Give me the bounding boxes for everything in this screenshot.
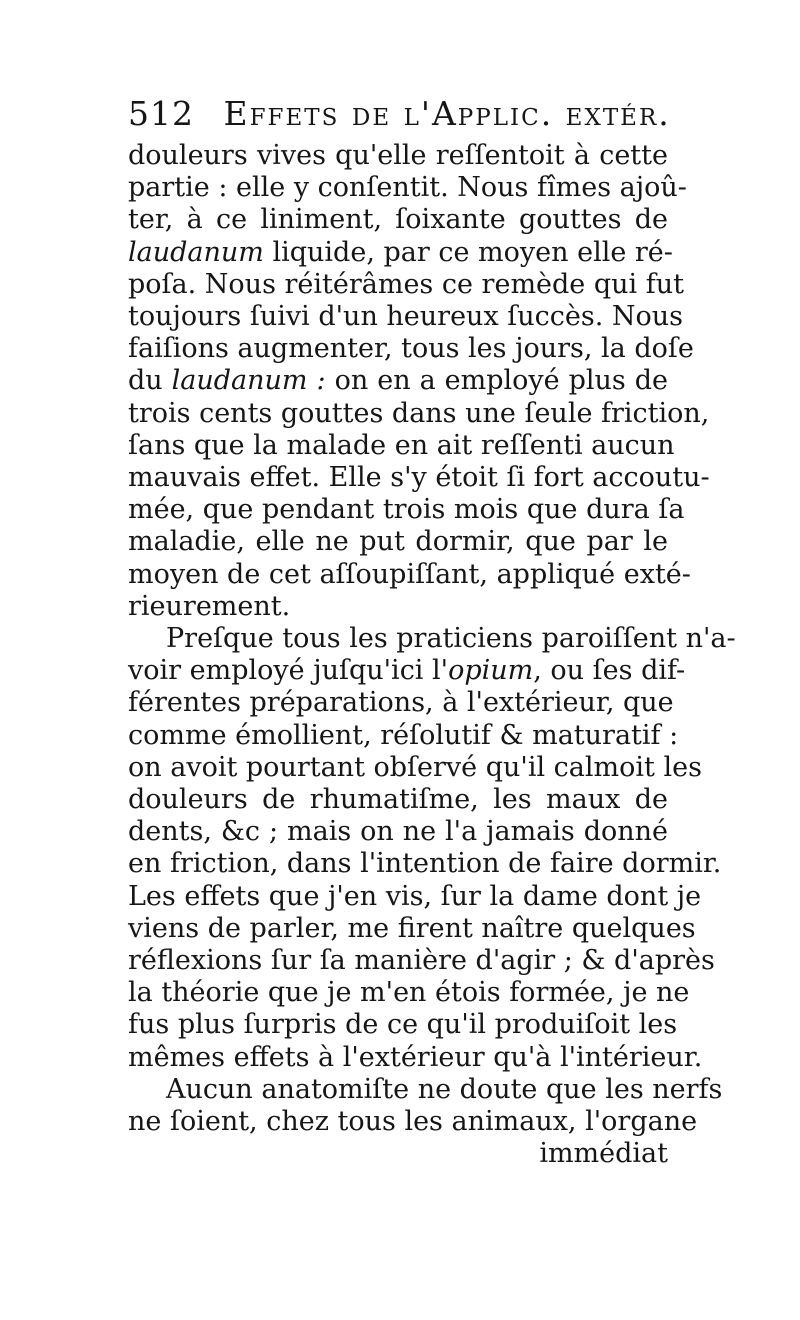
text-segment: moyen de cet aſſoupiſſant, appliqué exté- bbox=[128, 559, 691, 590]
text-segment: Preſque tous les praticiens paroiſſent n'a- bbox=[166, 623, 736, 654]
text-line bbox=[128, 718, 679, 754]
text-segment: ſans que la malade en ait reſſenti aucun bbox=[128, 430, 675, 461]
text-segment: ter, à ce liniment, ſoixante gouttes de bbox=[128, 204, 668, 235]
text-line bbox=[128, 428, 675, 464]
text-segment: fus plus ſurpris de ce qu'il produiſoit les bbox=[128, 1009, 678, 1040]
text-segment: faiſions augmenter, tous les jours, la doſe bbox=[128, 333, 694, 364]
text-line bbox=[128, 814, 668, 850]
text-line bbox=[128, 975, 690, 1011]
italic-term: laudanum : bbox=[171, 365, 326, 396]
text-line bbox=[128, 202, 668, 238]
text-segment: douleurs de rhumatiſme, les maux de bbox=[128, 784, 668, 815]
italic-term: laudanum bbox=[128, 237, 264, 268]
text-line bbox=[128, 557, 691, 593]
text-segment: viens de parler, me firent naître quelques bbox=[128, 913, 696, 944]
text-line bbox=[128, 782, 668, 818]
text-line bbox=[128, 1104, 698, 1140]
text-line bbox=[128, 1007, 678, 1043]
text-segment: mée, que pendant trois mois que dura ſa bbox=[128, 494, 685, 525]
text-segment: du bbox=[128, 365, 172, 396]
text-line bbox=[128, 685, 674, 721]
text-line bbox=[128, 363, 668, 399]
text-line bbox=[128, 621, 736, 657]
text-segment: on en a employé plus de bbox=[325, 365, 668, 396]
text-line bbox=[128, 750, 702, 786]
text-segment: liquide, par ce moyen elle ré- bbox=[263, 237, 673, 268]
text-segment: douleurs vives qu'elle reſſentoit à cette bbox=[128, 140, 668, 171]
text-line bbox=[128, 943, 715, 979]
text-line bbox=[128, 267, 684, 303]
text-line bbox=[128, 492, 685, 528]
text-segment: mêmes effets à l'extérieur qu'à l'intérieur. bbox=[128, 1042, 703, 1073]
text-line bbox=[128, 138, 668, 174]
text-segment: voir employé juſqu'ici l' bbox=[128, 655, 449, 686]
text-line bbox=[128, 170, 687, 206]
page-header bbox=[128, 94, 671, 138]
text-segment: en friction, dans l'intention de faire dormir. bbox=[128, 848, 722, 879]
text-segment: dents, &c ; mais on ne l'a jamais donné bbox=[128, 816, 668, 847]
text-segment: , ou ſes dif- bbox=[533, 655, 686, 686]
text-line bbox=[128, 879, 702, 915]
text-segment: férentes préparations, à l'extérieur, que bbox=[128, 687, 674, 718]
text-line bbox=[128, 524, 668, 560]
text-line bbox=[128, 460, 710, 496]
text-segment: ne ſoient, chez tous les animaux, l'organe bbox=[128, 1106, 698, 1137]
text-line bbox=[128, 846, 722, 882]
text-segment: trois cents gouttes dans une ſeule friction, bbox=[128, 398, 710, 429]
text-segment: on avoit pourtant obſervé qu'il calmoit les bbox=[128, 752, 702, 783]
text-line bbox=[128, 1072, 723, 1108]
text-segment: rieurement. bbox=[128, 591, 291, 622]
text-segment: maladie, elle ne put dormir, que par le bbox=[128, 526, 668, 557]
catchword: immédiat bbox=[539, 1138, 668, 1169]
text-line bbox=[128, 299, 684, 335]
text-segment: Les effets que j'en vis, ſur la dame dont je bbox=[128, 881, 702, 912]
running-title: Effets de l'Applic. extér. bbox=[223, 94, 671, 133]
text-line bbox=[128, 235, 673, 271]
text-line bbox=[128, 331, 694, 367]
page-number: 512 bbox=[128, 94, 194, 133]
text-segment: partie : elle y conſentit. Nous fîmes ajoû- bbox=[128, 172, 687, 203]
text-segment: poſa. Nous réitérâmes ce remède qui fut bbox=[128, 269, 684, 300]
text-line bbox=[128, 911, 696, 947]
text-line bbox=[128, 1040, 703, 1076]
text-segment: réflexions ſur ſa manière d'agir ; & d'après bbox=[128, 945, 715, 976]
italic-term: opium bbox=[448, 655, 534, 686]
text-line bbox=[128, 653, 686, 689]
text-line bbox=[128, 396, 710, 432]
text-segment: toujours ſuivi d'un heureux ſuccès. Nous bbox=[128, 301, 684, 332]
text-segment: mauvais effet. Elle s'y étoit ſi fort accoutu- bbox=[128, 462, 710, 493]
text-segment: la théorie que je m'en étois formée, je ne bbox=[128, 977, 690, 1008]
text-segment: comme émollient, réſolutif & maturatif : bbox=[128, 720, 679, 751]
text-segment: Aucun anatomiſte ne doute que les nerfs bbox=[166, 1074, 723, 1105]
text-line bbox=[128, 589, 668, 625]
